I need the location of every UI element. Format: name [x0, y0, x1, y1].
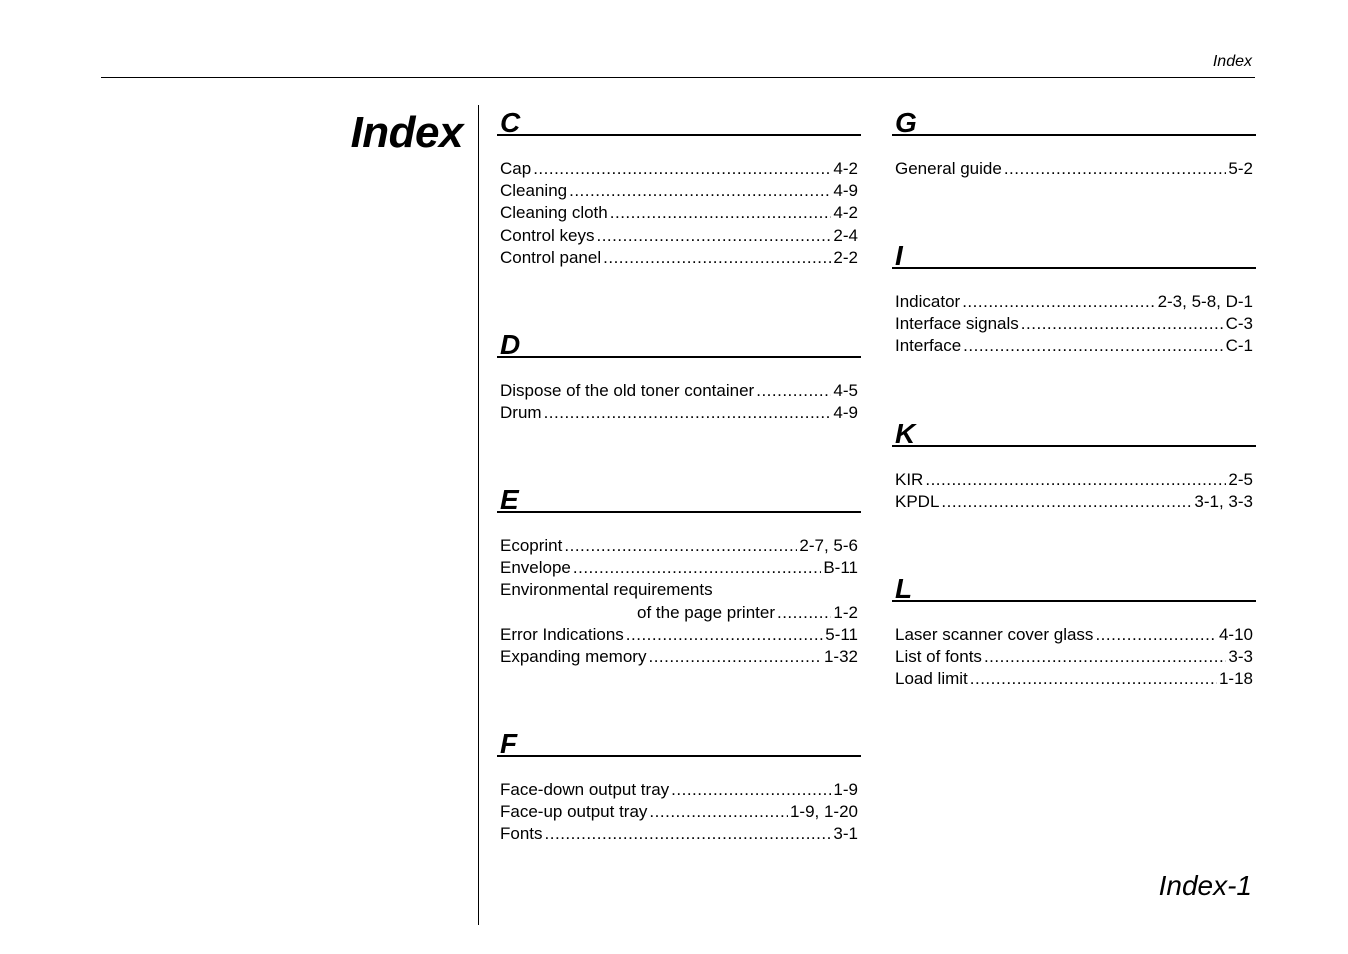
section-letter: I [892, 229, 1256, 269]
entry-page: 4-9 [833, 181, 858, 201]
section-letter: E [497, 473, 861, 513]
index-entry[interactable] [895, 291, 1253, 313]
index-entry[interactable] [500, 380, 858, 402]
dot-leader [984, 646, 1226, 668]
section-letter: G [892, 96, 1256, 136]
index-section-e [497, 473, 861, 717]
dot-leader [963, 335, 1223, 357]
entry-page: 1-32 [823, 647, 858, 667]
index-entry[interactable] [895, 158, 1253, 180]
index-entry[interactable] [500, 247, 858, 269]
entry-term: Load limit [895, 669, 968, 689]
dot-leader [564, 535, 797, 557]
dot-leader [610, 202, 832, 224]
footer-page-number: Index-1 [1158, 870, 1252, 901]
entry-term: KIR [895, 470, 924, 489]
dot-leader [1004, 158, 1227, 180]
section-letter: F [497, 717, 861, 757]
section-letter: L [892, 562, 1256, 602]
dot-leader [596, 225, 831, 247]
entry-term: Error Indications [500, 624, 624, 644]
entry-page: 4-5 [833, 381, 858, 400]
entry-page: B-11 [823, 558, 858, 578]
index-entry[interactable] [500, 225, 858, 247]
entry-term: Fonts [500, 824, 543, 844]
index-entry[interactable] [500, 402, 858, 424]
dot-leader [1095, 624, 1217, 646]
entry-term: Drum [500, 403, 542, 423]
entry-term: Face-down output tray [500, 780, 670, 799]
entry-term: Dispose of the old toner container [500, 381, 755, 400]
dot-leader [671, 779, 831, 801]
dot-leader [970, 668, 1217, 690]
dot-leader [649, 801, 788, 823]
entry-term: Indicator [895, 292, 961, 311]
index-entry[interactable] [500, 180, 858, 202]
dot-leader [533, 158, 831, 180]
entry-term: Cleaning cloth [500, 203, 608, 223]
entry-term: Face-up output tray [500, 802, 648, 822]
title-divider [478, 105, 479, 925]
entry-term: General guide [895, 159, 1002, 178]
dot-leader [756, 380, 831, 402]
entry-page: 1-9, 1-20 [789, 802, 858, 822]
entry-term: Cleaning [500, 181, 568, 201]
dot-leader [777, 602, 831, 624]
dot-leader [1021, 313, 1224, 335]
entry-term: Cap [500, 159, 532, 178]
entry-term: of the page printer [637, 602, 775, 622]
entry-page: 4-2 [833, 159, 858, 178]
index-entry[interactable] [500, 646, 858, 668]
entry-term: Interface [895, 336, 962, 356]
dot-leader [573, 557, 821, 579]
dot-leader [962, 291, 1155, 313]
index-entry[interactable] [500, 158, 858, 180]
dot-leader [545, 823, 832, 845]
entry-term: KPDL [895, 492, 940, 512]
index-entry[interactable] [895, 313, 1253, 335]
page-title: Index [350, 108, 463, 157]
entry-page: 4-9 [833, 403, 858, 423]
index-section-c [497, 96, 861, 318]
entry-page: 2-7, 5-6 [799, 536, 858, 555]
entry-page: 1-2 [833, 602, 858, 622]
index-entry[interactable] [895, 668, 1253, 690]
index-sub-entry[interactable] [500, 602, 858, 624]
running-header: Index [1212, 53, 1252, 70]
entry-page: 3-1, 3-3 [1194, 492, 1253, 512]
index-entry[interactable] [500, 779, 858, 801]
index-column-left [497, 96, 861, 846]
section-letter: D [497, 318, 861, 358]
entry-page: 4-2 [833, 203, 858, 223]
index-entry[interactable] [500, 624, 858, 646]
dot-leader [569, 180, 831, 202]
entry-page: 5-11 [825, 624, 858, 644]
index-entry[interactable] [500, 557, 858, 579]
index-section-g [892, 96, 1256, 229]
entry-page: 1-18 [1218, 669, 1253, 689]
index-entry[interactable] [500, 535, 858, 557]
entry-term: Envelope [500, 558, 571, 578]
index-entry[interactable] [500, 823, 858, 845]
entry-page: 2-5 [1228, 470, 1253, 489]
entry-page: 2-2 [833, 247, 858, 267]
entry-page: 5-2 [1228, 159, 1253, 178]
index-section-l [892, 562, 1256, 691]
dot-leader [626, 624, 823, 646]
index-entry[interactable] [895, 335, 1253, 357]
index-section-k [892, 407, 1256, 562]
index-entry[interactable] [895, 646, 1253, 668]
entry-term: List of fonts [895, 647, 982, 667]
entry-page: 3-1 [833, 824, 858, 844]
index-entry[interactable] [895, 469, 1253, 491]
index-entry[interactable] [500, 801, 858, 823]
entry-page: C-1 [1225, 336, 1253, 356]
entry-page: 3-3 [1228, 647, 1253, 667]
index-section-i [892, 229, 1256, 407]
header-rule [101, 77, 1255, 78]
dot-leader [941, 491, 1192, 513]
section-letter: K [892, 407, 1256, 447]
entry-term: Interface signals [895, 314, 1019, 334]
dot-leader [603, 247, 831, 269]
entry-page: C-3 [1225, 314, 1253, 334]
dot-leader [544, 402, 832, 424]
entry-term: Control panel [500, 247, 602, 267]
dot-leader [925, 469, 1226, 491]
entry-term: Expanding memory [500, 647, 647, 667]
entry-term: Control keys [500, 225, 595, 245]
index-section-d [497, 318, 861, 473]
index-entry[interactable] [895, 624, 1253, 646]
entry-page: 4-10 [1218, 625, 1253, 644]
entry-term: Laser scanner cover glass [895, 625, 1094, 644]
index-section-f [497, 717, 861, 846]
section-letter: C [497, 96, 861, 136]
entry-page: 1-9 [833, 780, 858, 799]
index-entry[interactable] [500, 202, 858, 224]
index-column-right [892, 96, 1256, 691]
entry-page: 2-3, 5-8, D-1 [1157, 292, 1253, 311]
index-entry-heading[interactable]: Environmental requirements [500, 580, 713, 600]
index-entry[interactable] [895, 491, 1253, 513]
entry-page: 2-4 [833, 225, 858, 245]
entry-term: Ecoprint [500, 536, 563, 555]
dot-leader [648, 646, 822, 668]
